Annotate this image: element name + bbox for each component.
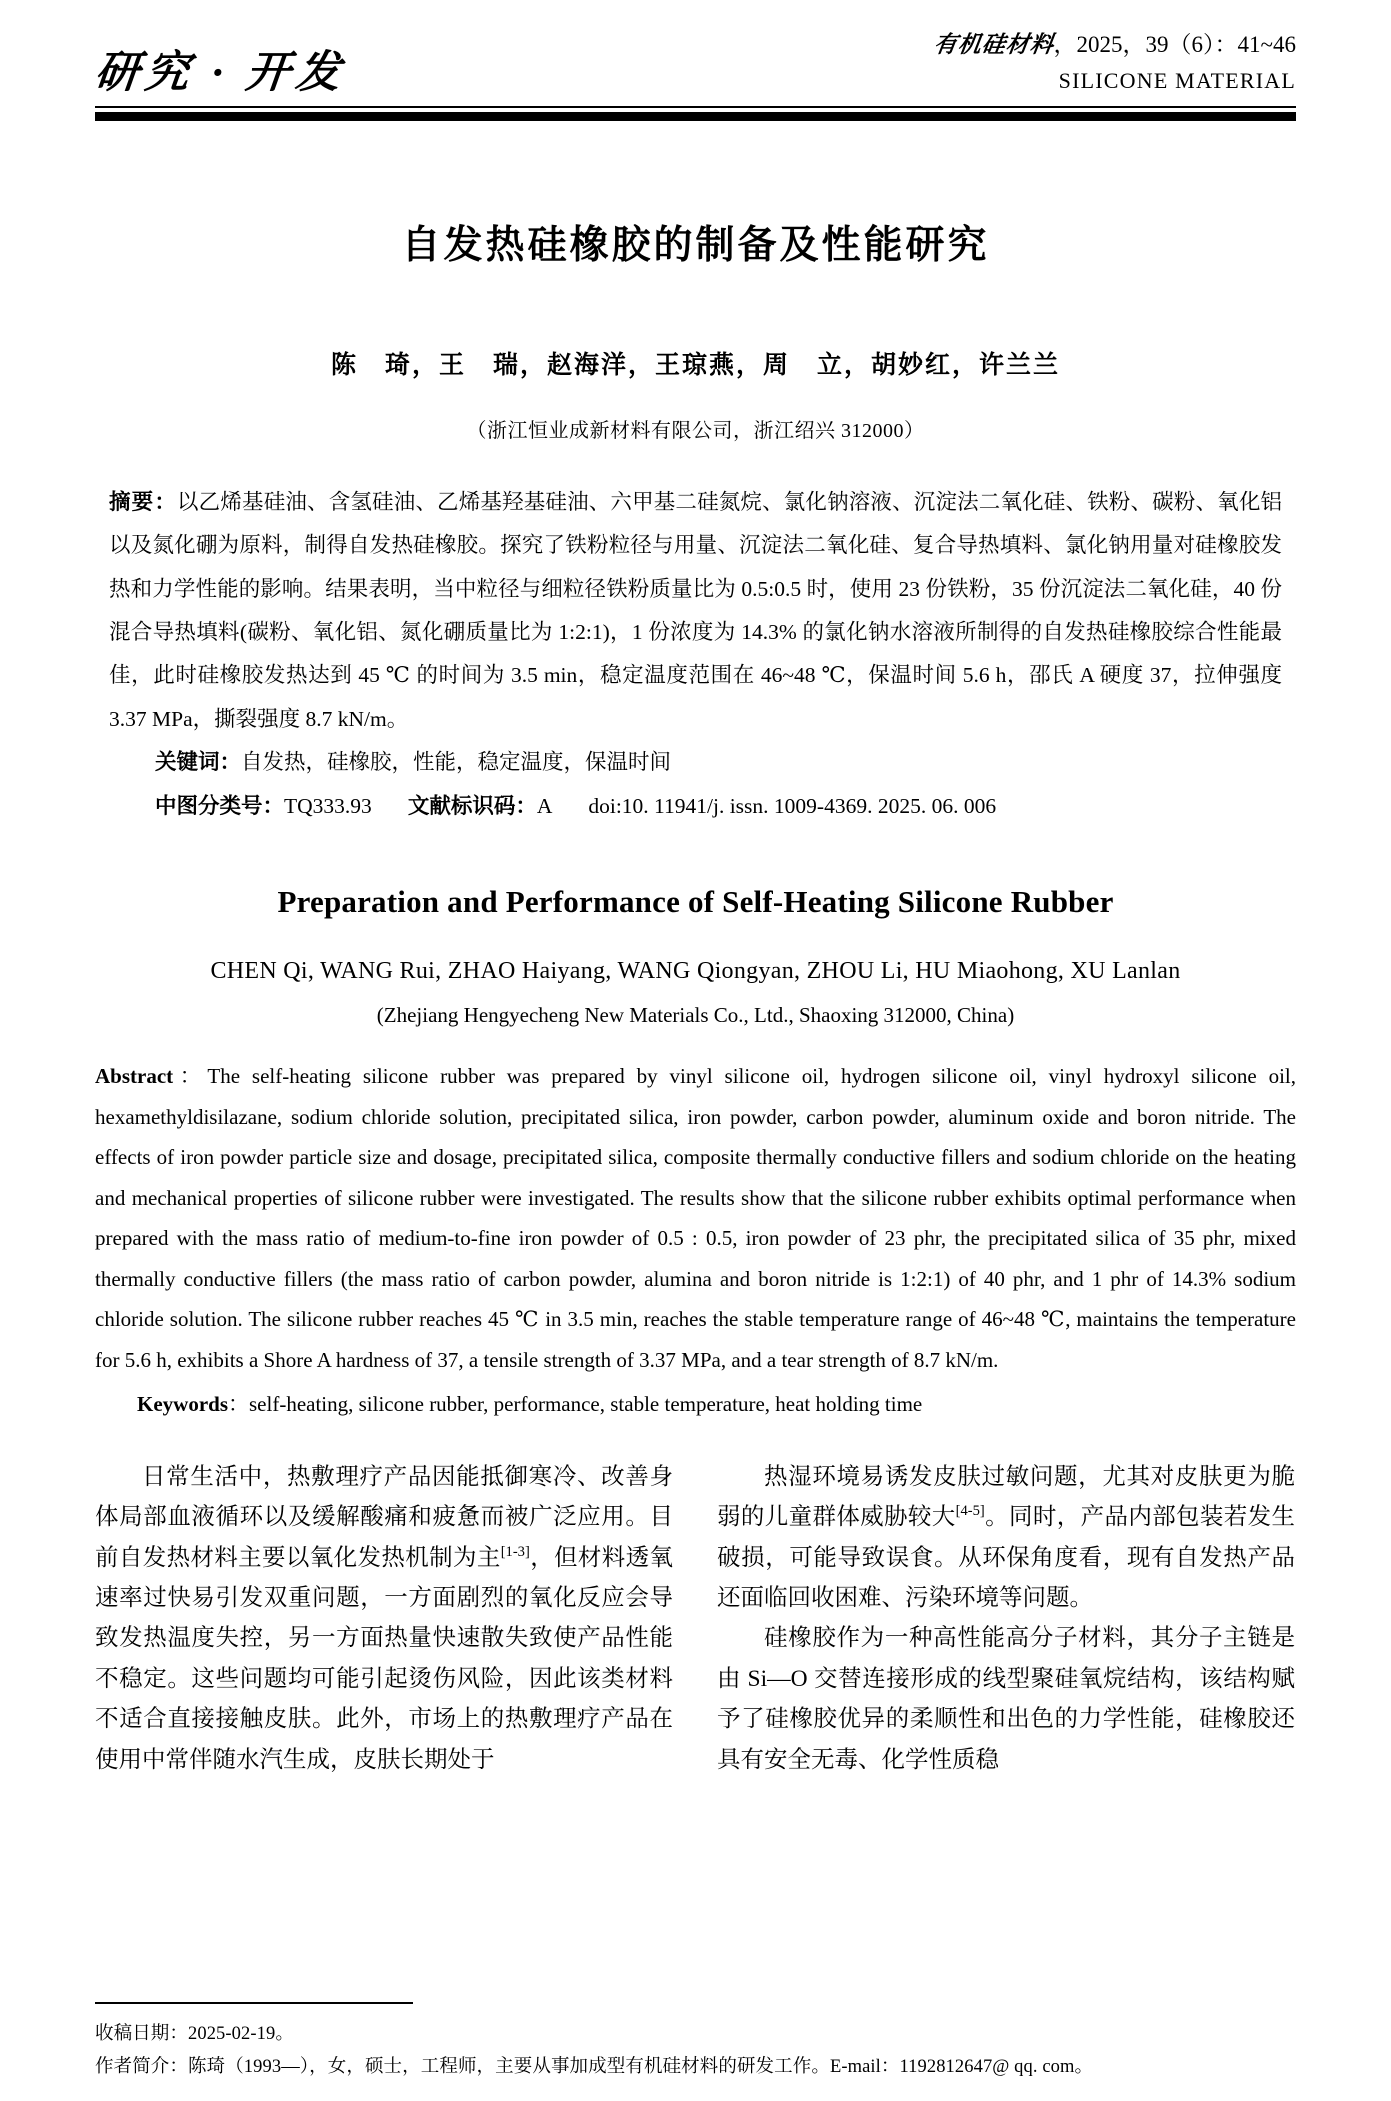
abstract-en <box>95 1056 1296 1380</box>
paragraph-text: 日常生活中，热敷理疗产品因能抵御寒冷、改善身体局部血液循环以及缓解酸痛和疲惫而被广泛应用。目前自发热材料主要以氧化发热机制为主 <box>95 1463 673 1571</box>
body-paragraph <box>717 1618 1295 1780</box>
article-affiliation-cn: （浙江恒业成新材料有限公司，浙江绍兴 312000） <box>466 419 925 442</box>
article-affiliation-en: (Zhejiang Hengyecheng New Materials Co., Ltd., Shaoxing 312000, China) <box>376 1003 1015 1028</box>
journal-citation-detail: ，2025，39（6）：41~46 <box>1053 32 1296 58</box>
received-date: 收稿日期：2025-02-19。 <box>95 2024 294 2045</box>
keywords-text-cn: 自发热，硅橡胶，性能，稳定温度，保温时间 <box>241 750 672 775</box>
section-label: 研究 · 开发 <box>92 47 349 97</box>
keywords-label-cn: 关键词： <box>155 750 242 775</box>
journal-name-en: SILICONE MATERIAL <box>1058 68 1296 94</box>
doc-code-label: 文献标识码： <box>407 793 537 818</box>
header-rules <box>95 106 1296 121</box>
footnote-rule <box>95 2002 413 2004</box>
journal-name-cn: 有机硅材料 <box>931 32 1056 58</box>
body-paragraph <box>717 1457 1295 1619</box>
article-title-cn: 自发热硅橡胶的制备及性能研究 <box>401 224 990 267</box>
keywords-en <box>95 1384 1296 1425</box>
body-paragraph <box>95 1457 673 1780</box>
keywords-text-en: ：self-heating, silicone rubber, performance, stable temperature, heat holding time <box>228 1392 923 1417</box>
body-column-right <box>717 1457 1295 1780</box>
citation-ref: [4-5] <box>955 1503 985 1520</box>
author-bio: 作者简介：陈琦（1993—），女，硕士，工程师，主要从事加成型有机硅材料的研发工作。E-mail：1192812647@ qq. com。 <box>95 2056 1094 2077</box>
abstract-text-en: ：The self-heating silicone rubber was prepared by vinyl silicone oil, hydrogen silicone oil, vinyl hydroxyl silicone oil, hexamethyldisilazane, sodium chloride solution, precipitated silica, iron powder, carbon powder, aluminum oxide and boron nitride. The effects of iron powder particle size and dosage, precipitated silica, composite thermally conductive fillers and sodium chloride on the heating and mechanical properties of silicone rubber were investigated. The results show that the silicone rubber exhibits optimal performance when prepared with the mass ratio of medium-to-fine iron powder of 0.5 : 0.5, iron powder of 23 phr, the precipitated silica of 35 phr, mixed thermally conductive fillers (the mass ratio of carbon powder, alumina and boron nitride is 1:2:1) of 40 phr, and 1 phr of 14.3% sodium chloride solution. The silicone rubber reaches 45 ℃ in 3.5 min, reaches the stable temperature range of 46~48 ℃, maintains the temperature for 5.6 h, exhibits a Shore A hardness of 37, a tensile strength of 3.37 MPa, and a tear strength of 8.7 kN/m. <box>95 1064 1296 1372</box>
paragraph-text-cont: ，但材料透氧速率过快易引发双重问题，一方面剧烈的氧化反应会导致发热温度失控，另一方面热量快速散失致使产品性能不稳定。这些问题均可能引起烫伤风险，因此该类材料不适合直接接触皮肤。此外，市场上的热敷理疗产品在使用中常伴随水汽生成，皮肤长期处于 <box>95 1544 674 1773</box>
paragraph-text: 热湿环境易诱发皮肤过敏问题，尤其对皮肤更为脆弱的儿童群体威胁较大 <box>717 1463 1295 1531</box>
header-rule-thick <box>95 112 1296 121</box>
paragraph-text: 硅橡胶作为一种高性能高分子材料，其分子主链是由 Si—O 交替连接形成的线型聚硅氧烷结构，该结构赋予了硅橡胶优异的柔顺性和出色的力学性能，硅橡胶还具有安全无毒、化学性质稳 <box>717 1625 1295 1773</box>
masthead <box>92 0 1296 97</box>
classification-line <box>95 785 1296 828</box>
footnote-block <box>95 2002 1296 2083</box>
doi-text: doi:10. 11941/j. issn. 1009-4369. 2025. 06. 006 <box>588 793 997 818</box>
doc-code-value: A <box>536 793 553 818</box>
paragraph-text-cont: 。同时，产品内部包装若发生破损，可能导致误食。从环保角度看，现有自发热产品还面临回收困难、污染环境等问题。 <box>717 1504 1296 1611</box>
article-authors-en: CHEN Qi, WANG Rui, ZHAO Haiyang, WANG Qiongyan, ZHOU Li, HU Miaohong, XU Lanlan <box>210 958 1181 985</box>
body-columns <box>95 1457 1296 1780</box>
citation-ref: [1-3] <box>500 1543 530 1560</box>
article-title-en: Preparation and Performance of Self-Heating Silicone Rubber <box>277 884 1114 920</box>
article-authors-cn: 陈 琦，王 瑞，赵海洋，王琼燕，周 立，胡妙红，许兰兰 <box>330 351 1060 379</box>
clc-label: 中图分类号： <box>155 793 285 818</box>
abstract-label-en: Abstract <box>95 1064 174 1089</box>
keywords-cn <box>95 741 1296 784</box>
abstract-label-cn: 摘要： <box>109 489 178 514</box>
journal-info <box>931 29 1296 96</box>
body-column-left <box>95 1457 673 1780</box>
header-rule-thin <box>95 106 1296 108</box>
abstract-cn <box>95 481 1296 742</box>
abstract-text-cn: 以乙烯基硅油、含氢硅油、乙烯基羟基硅油、六甲基二硅氮烷、氯化钠溶液、沉淀法二氧化硅、铁粉、碳粉、氧化铝以及氮化硼为原料，制得自发热硅橡胶。探究了铁粉粒径与用量、沉淀法二氧化硅、复合导热填料、氯化钠用量对硅橡胶发热和力学性能的影响。结果表明，当中粒径与细粒径铁粉质量比为 0.5:0.5 时，使用 23 份铁粉，35 份沉淀法二氧化硅，40 份混合导热填料(碳粉、氧化铝、氮化硼质量比为 1:2:1)，1 份浓度为 14.3% 的氯化钠水溶液所制得的自发热硅橡胶综合性能最佳，此时硅橡胶发热达到 45 ℃ 的时间为 3.5 min，稳定温度范围在 46~48 ℃，保温时间 5.6 h，邵氏 A 硬度 37，拉伸强度 3.37 MPa，撕裂强度 8.7 kN/m。 <box>109 489 1282 731</box>
keywords-label-en: Keywords <box>137 1392 228 1417</box>
journal-citation-line <box>931 29 1296 60</box>
clc-value: TQ333.93 <box>284 793 372 818</box>
